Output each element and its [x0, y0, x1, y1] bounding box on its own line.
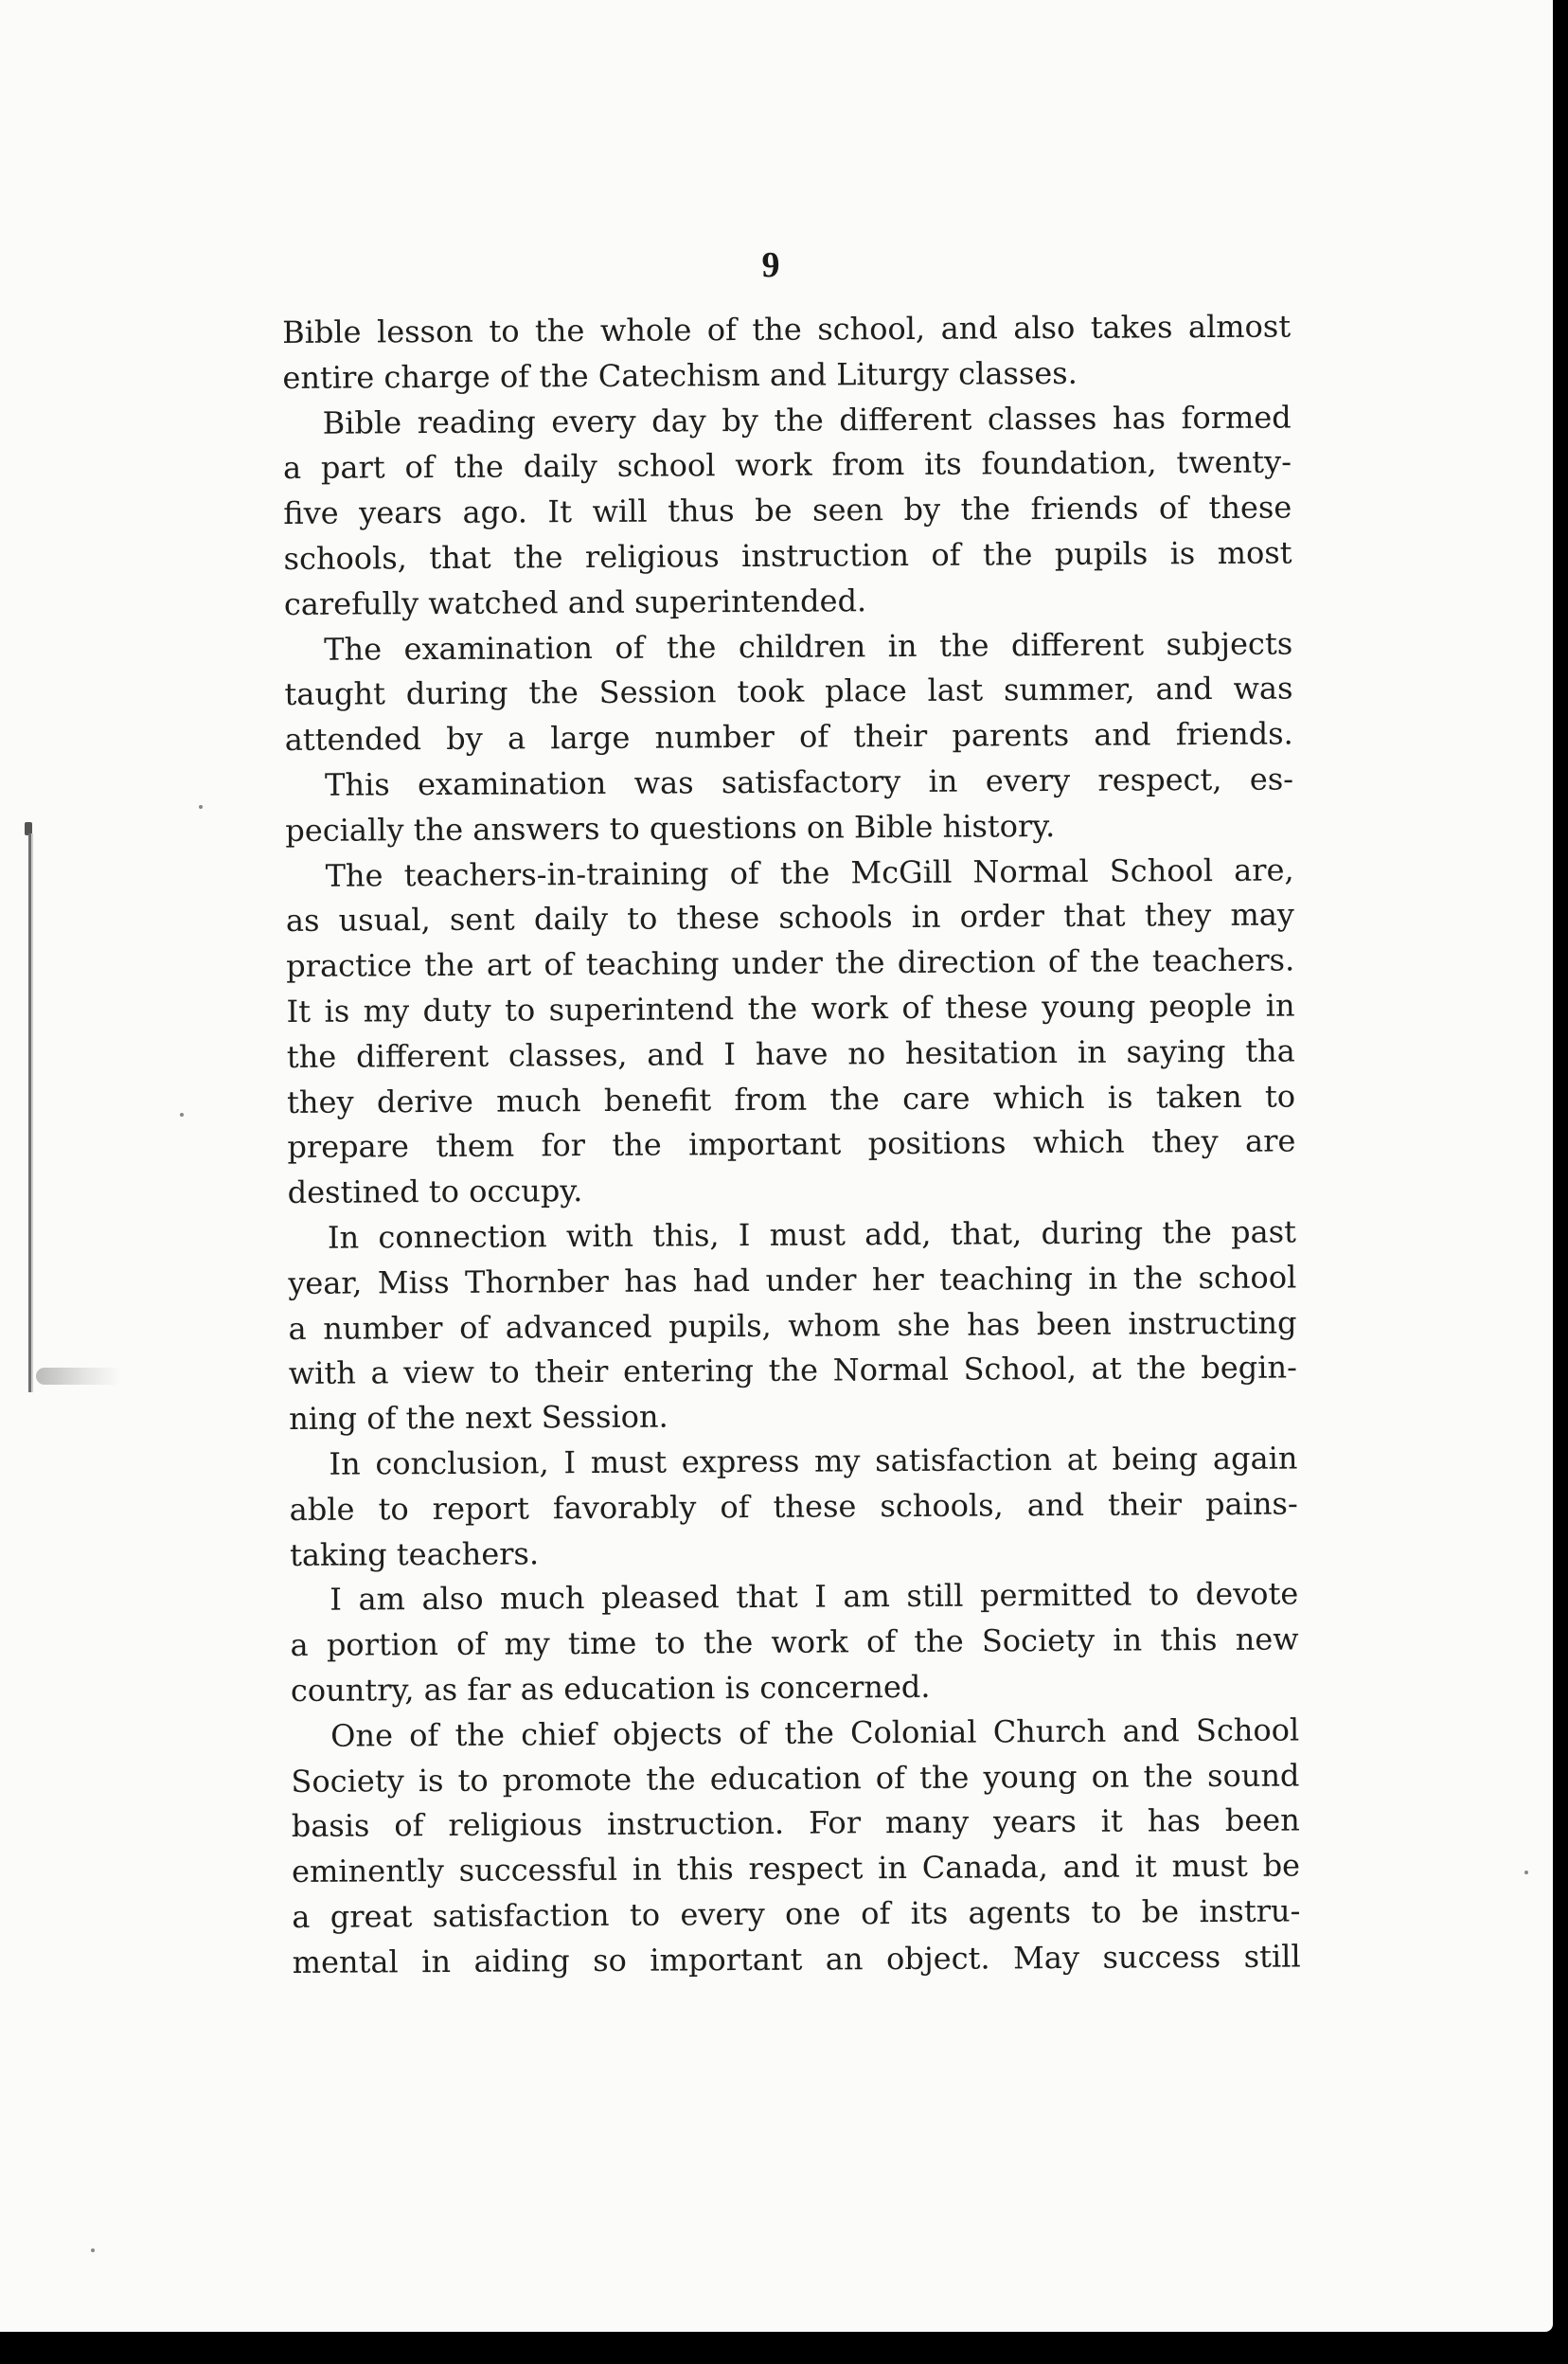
text-line: country, as far as education is concerned.: [290, 1668, 931, 1709]
text-line: Bible lesson to the whole of the school, and also takes almost: [282, 308, 1292, 350]
paper-speck: [180, 1113, 184, 1117]
text-line: attended by a large number of their parents and friends.: [284, 715, 1293, 759]
body-text: [282, 304, 1301, 1985]
text-line: they derive much benefit from the care which is taken to: [286, 1078, 1296, 1120]
binding-rule: [28, 833, 33, 1392]
text-line: schools, that the religious instruction of the pupils is most: [283, 534, 1292, 577]
binding-smudge: [36, 1368, 121, 1385]
text-line: taught during the Session took place last summer, and was: [284, 670, 1293, 713]
text-line: a great satisfaction to every one of its agents to be instru-: [292, 1892, 1301, 1935]
paper-speck: [199, 805, 203, 809]
text-line: eminently successful in this respect in Canada, and it must be: [291, 1847, 1301, 1890]
text-line: a part of the daily school work from its foundation, twenty-: [282, 443, 1292, 487]
text-line: carefully watched and superintended.: [283, 582, 867, 622]
text-line: Bible reading every day by the different classes has formed: [322, 399, 1292, 441]
paper-speck: [91, 2248, 95, 2252]
text-line: One of the chief objects of the Colonial Church and School: [330, 1711, 1300, 1754]
text-line: basis of religious instruction. For many years it has been: [291, 1801, 1300, 1845]
text-line: practice the art of teaching under the direction of the teachers.: [286, 941, 1295, 985]
text-line: as usual, sent daily to these schools in order that they may: [285, 896, 1295, 940]
text-line: entire charge of the Catechism and Liturgy classes.: [282, 354, 1078, 396]
text-line: The examination of the children in the different subjects: [324, 625, 1293, 668]
text-line: destined to occupy.: [287, 1173, 583, 1211]
page-number: 9: [761, 245, 780, 285]
text-line: a number of advanced pupils, whom she has been instructing: [288, 1304, 1297, 1347]
text-line: Society is to promote the education of the young on the sound: [291, 1756, 1300, 1800]
text-line: In connection with this, I must add, that, during the past: [327, 1213, 1297, 1256]
text-line: a portion of my time to the work of the Society in this new: [290, 1621, 1299, 1664]
text-line: taking teachers.: [289, 1534, 540, 1573]
text-line: I am also much pleased that I am still permitted to devote: [330, 1575, 1299, 1619]
text-line: five years ago. It will thus be seen by the friends of these: [283, 489, 1292, 532]
text-line: It is my duty to superintend the work of these young people in: [286, 987, 1295, 1030]
text-line: In conclusion, I must express my satisfaction at being again: [329, 1440, 1298, 1482]
paper-speck: [1524, 1871, 1528, 1874]
text-line: This examination was satisfactory in every respect, es-: [324, 761, 1294, 803]
text-line: ning of the next Session.: [289, 1398, 668, 1438]
text-line: pecially the answers to questions on Bible history.: [285, 807, 1056, 849]
text-line: mental in aiding so important an object. May success still: [292, 1938, 1301, 1980]
text-line: the different classes, and I have no hesitation in saying tha: [286, 1032, 1295, 1075]
text-line: with a view to their entering the Normal School, at the begin-: [288, 1349, 1297, 1392]
text-line: able to report favorably of these schools, and their pains-: [289, 1485, 1298, 1528]
text-line: year, Miss Thornber has had under her teaching in the school: [288, 1259, 1297, 1301]
text-line: The teachers-in-training of the McGill Normal School are,: [325, 851, 1294, 894]
text-line: prepare them for the important positions which they are: [287, 1122, 1296, 1166]
